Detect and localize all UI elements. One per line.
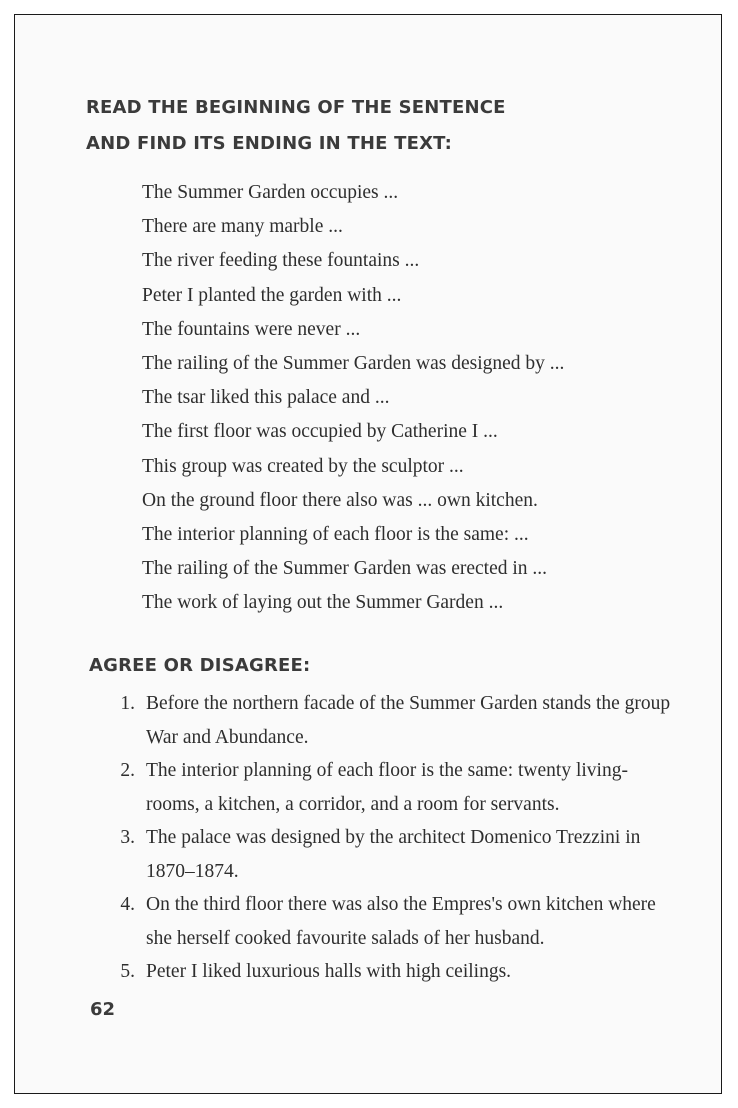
- list-item: [15, 754, 676, 821]
- section2-heading: AGREE OR DISAGREE:: [89, 655, 311, 676]
- item-text: The palace was designed by the architect Domenico Trezzini in 1870–1874.: [146, 827, 641, 882]
- item-text: The river feeding these fountains ...: [142, 250, 420, 272]
- list-item: [15, 687, 676, 754]
- item-text: This group was created by the sculptor ...: [142, 455, 464, 477]
- item-text: On the third floor there was also the Empres's own kitchen where she herself cooked favourite salads of her husband.: [146, 894, 656, 949]
- item-text: The tsar liked this palace and ...: [142, 387, 390, 409]
- item-text: The interior planning of each floor is the same: twenty living-rooms, a kitchen, a corridor, and a room for servants.: [146, 760, 628, 815]
- item-number: 1.: [120, 693, 135, 714]
- item-text: Before the northern facade of the Summer Garden stands the group War and Abundance.: [146, 693, 671, 748]
- section1-heading-line2: AND FIND ITS ENDING IN THE TEXT:: [86, 133, 453, 154]
- item-text: The railing of the Summer Garden was erected in ...: [142, 558, 548, 580]
- list-item: [15, 821, 676, 888]
- item-text: The railing of the Summer Garden was designed by ...: [142, 352, 565, 374]
- section1-heading-line1: READ THE BEGINNING OF THE SENTENCE: [86, 97, 506, 118]
- item-text: The work of laying out the Summer Garden ...: [142, 592, 504, 614]
- item-number: 2.: [120, 760, 135, 781]
- item-number: 4.: [120, 894, 135, 915]
- item-number: 3.: [120, 827, 135, 848]
- item-number: 5.: [120, 961, 135, 982]
- agree-disagree-list: [15, 687, 676, 989]
- list-item: [15, 955, 676, 989]
- item-text: The first floor was occupied by Catherine I ...: [142, 421, 498, 443]
- book-page: [14, 14, 722, 1094]
- item-text: The interior planning of each floor is the same: ...: [142, 523, 529, 545]
- page-number: 62: [90, 999, 116, 1020]
- item-text: There are many marble ...: [142, 216, 343, 238]
- item-text: Peter I liked luxurious halls with high ceilings.: [146, 961, 512, 982]
- list-item: [15, 888, 676, 955]
- item-text: Peter I planted the garden with ...: [142, 284, 402, 306]
- item-text: The fountains were never ...: [142, 318, 361, 340]
- item-text: The Summer Garden occupies ...: [142, 182, 399, 203]
- item-text: On the ground floor there also was ... own kitchen.: [142, 489, 538, 511]
